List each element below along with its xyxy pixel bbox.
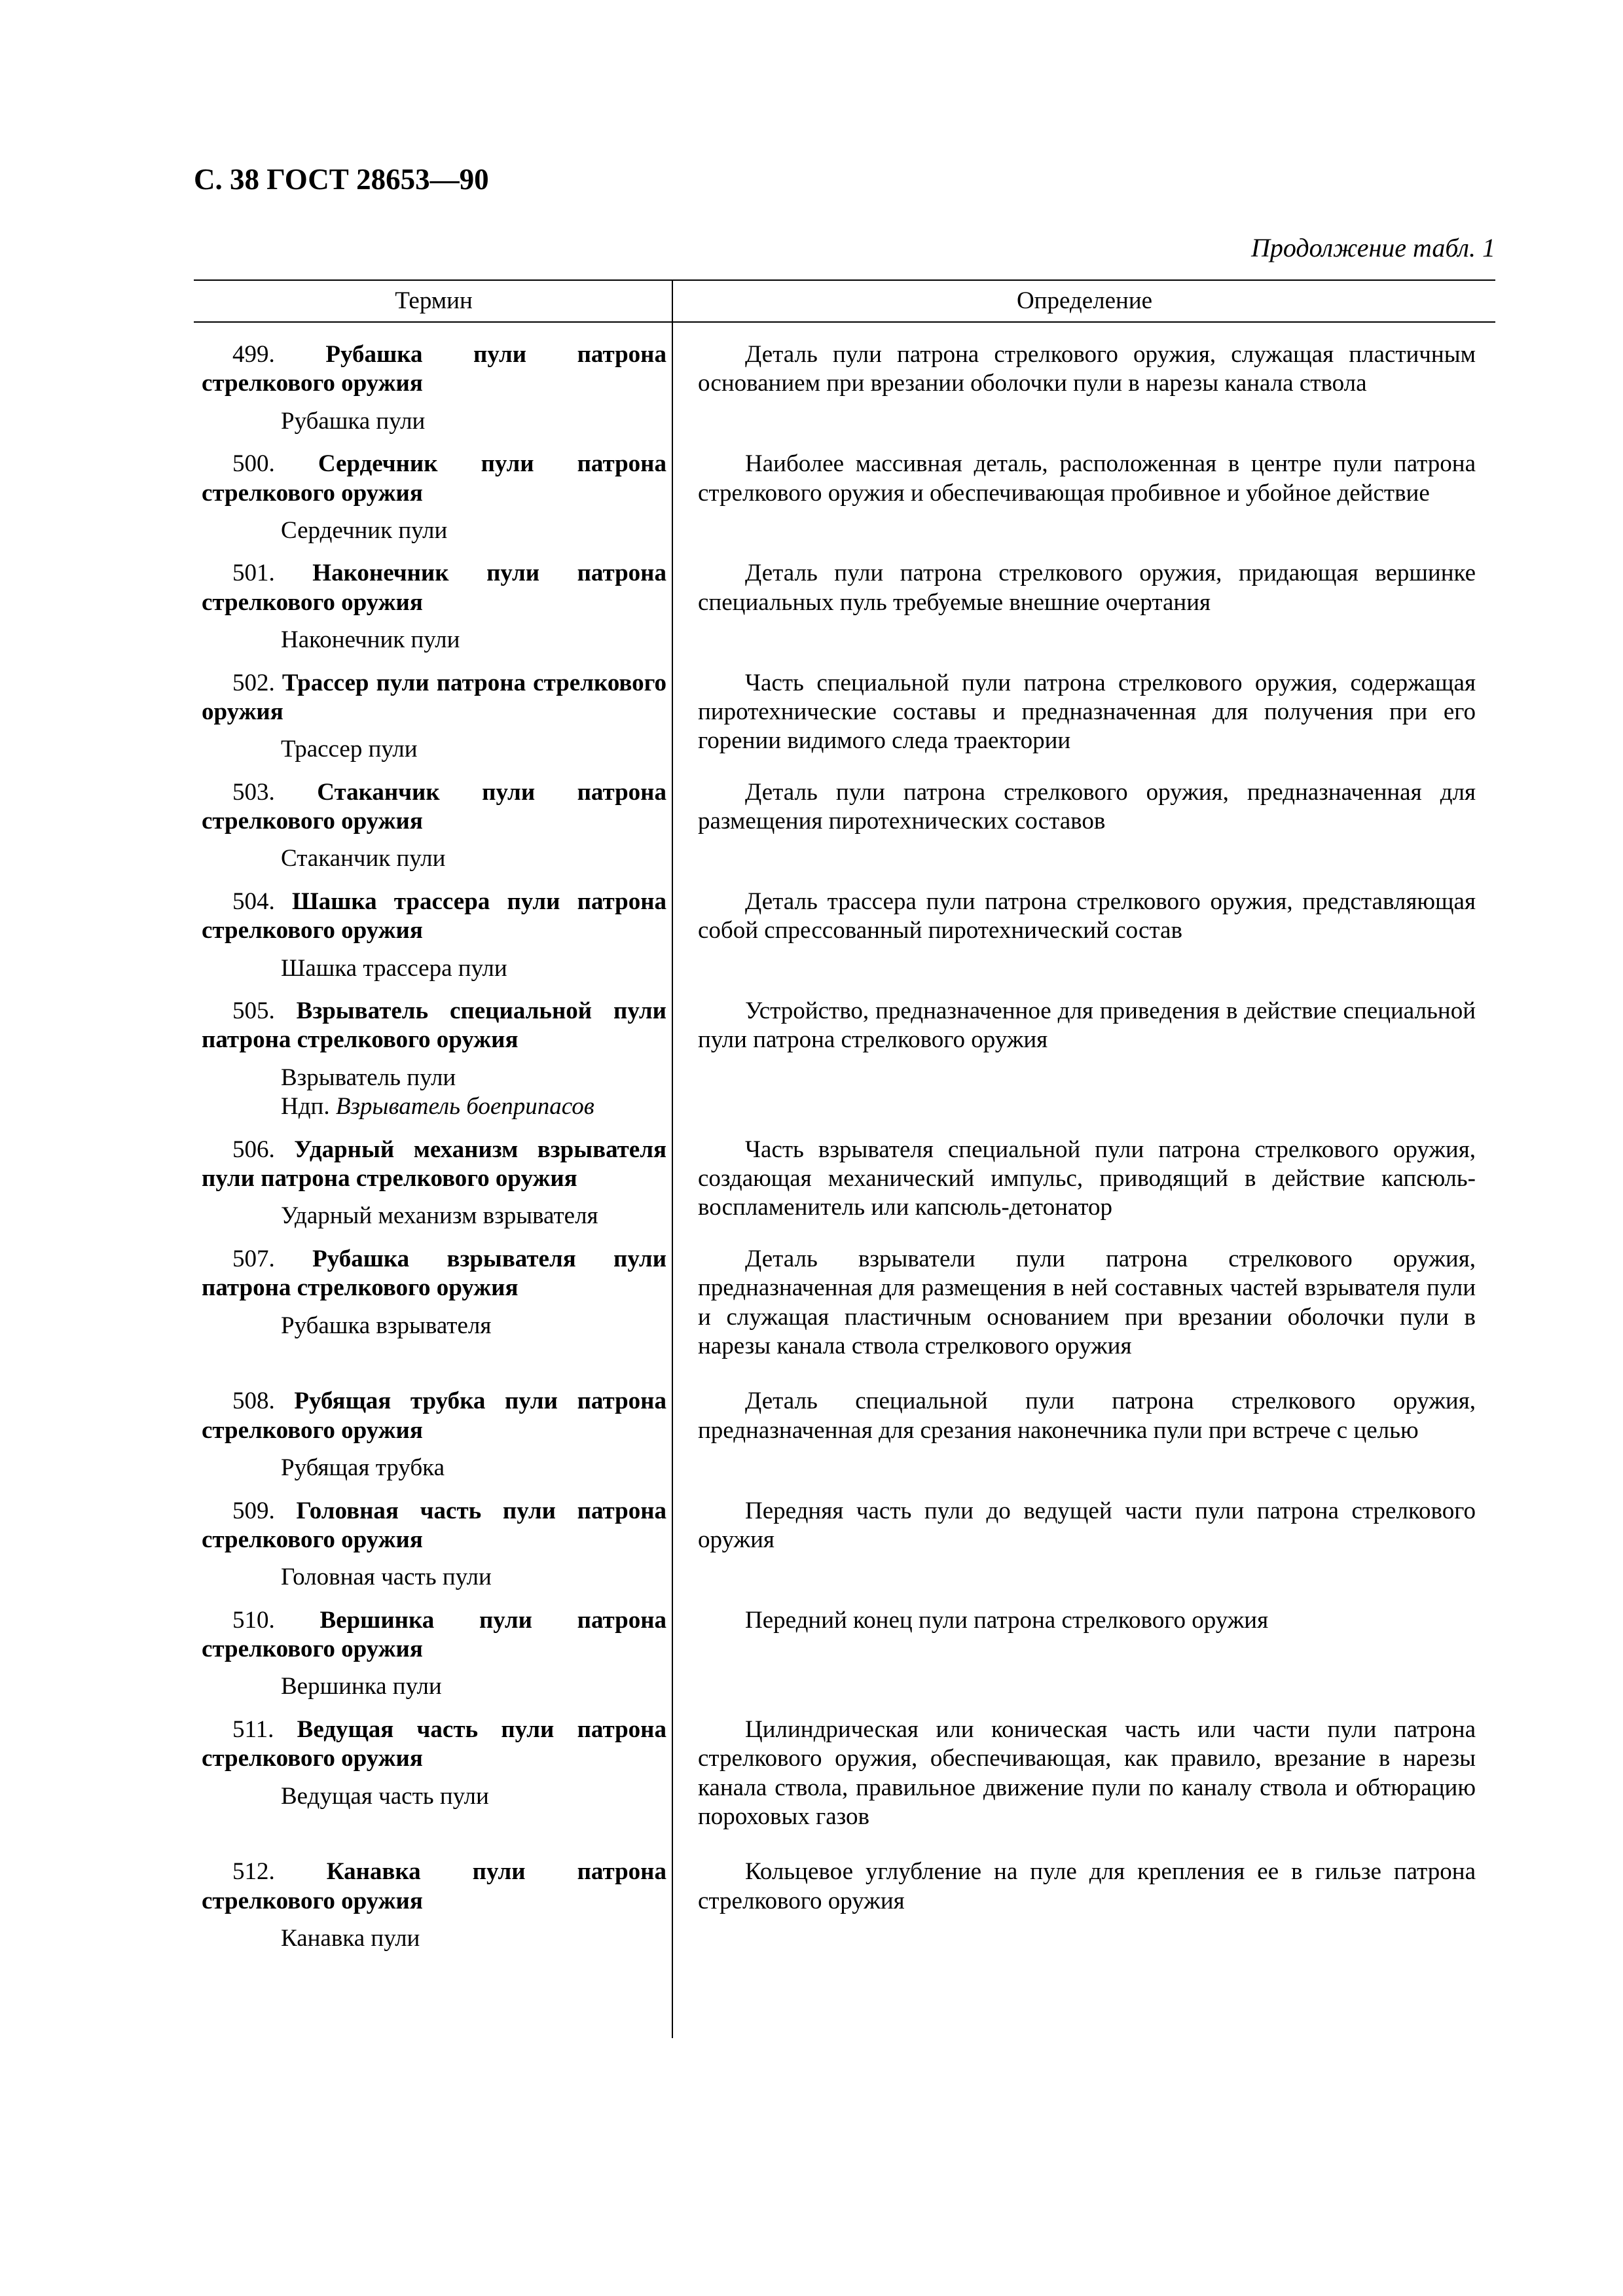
- term-name: Шашка трассера пули патрона стрелкового оружия: [202, 888, 667, 944]
- term-name: Взрыватель специальной пули патрона стрелкового оружия: [202, 997, 666, 1054]
- table-row: [194, 1245, 1495, 1361]
- term-name: Рубашка взрывателя пули патрона стрелкового оружия: [202, 1245, 667, 1302]
- definition-cell: [666, 997, 1495, 1122]
- page-header: С. 38 ГОСТ 28653—90: [194, 163, 489, 196]
- term-short-form: Рубящая трубка: [281, 1454, 445, 1482]
- term-number: 510.: [232, 1606, 275, 1634]
- term-number: 507.: [232, 1245, 275, 1272]
- term-cell: [194, 1245, 666, 1361]
- definition-text: Деталь пули патрона стрелкового оружия, придающая вершинке специальных пуль требуемые внешние очертания: [698, 560, 1476, 616]
- table-row: [194, 559, 1495, 655]
- term-number: 512.: [232, 1858, 275, 1886]
- definition-text: Деталь взрыватели пули патрона стрелкового оружия, предназначенная для размещения в ней составных частей взрывателя пули и служащая пластичным основанием при врезании оболочки пули в нарезы канала ствола стрелкового оружия: [698, 1245, 1476, 1359]
- term-name: Ударный механизм взрывателя пули патрона стрелкового оружия: [202, 1136, 666, 1192]
- term-short-form: Шашка трассера пули: [281, 954, 507, 982]
- definition-cell: [666, 1387, 1495, 1482]
- terms-table: [194, 279, 1495, 1954]
- definition-cell: [666, 1245, 1495, 1361]
- definition-cell: [666, 340, 1495, 436]
- table-row: [194, 888, 1495, 983]
- definition-cell: [666, 778, 1495, 874]
- term-number: 509.: [232, 1497, 275, 1524]
- term-short-form: Наконечник пули: [281, 626, 460, 654]
- definition-cell: [666, 1497, 1495, 1592]
- definition-text: Кольцевое углубление на пуле для крепления ее в гильзе патрона стрелкового оружия: [698, 1858, 1476, 1914]
- term-number: 511.: [232, 1715, 274, 1743]
- term-short-form: Канавка пули: [281, 1925, 420, 1952]
- term-cell: [194, 1136, 666, 1231]
- term-cell: [194, 1497, 666, 1592]
- definition-text: Цилиндрическая или коническая часть или части пули патрона стрелкового оружия, обеспечивающая, как правило, врезание в нарезы канала ствола, правильное движение пули по каналу ствола и обтюрацию пороховых газов: [698, 1715, 1476, 1831]
- term-cell: [194, 559, 666, 655]
- term-number: 499.: [232, 341, 275, 368]
- term-short-form: Рубашка взрывателя: [281, 1312, 492, 1339]
- definition-text: Устройство, предназначенное для приведения в действие специальной пули патрона стрелкового оружия: [698, 997, 1476, 1054]
- table-row: [194, 1136, 1495, 1231]
- table-row: [194, 1606, 1495, 1702]
- definition-text: Деталь трассера пули патрона стрелкового оружия, представляющая собой спрессованный пиротехнический состав: [698, 888, 1476, 944]
- term-name: Стаканчик пули патрона стрелкового оружия: [202, 778, 666, 835]
- definition-cell: [666, 559, 1495, 655]
- term-number: 502.: [232, 669, 275, 696]
- term-short-form: Ударный механизм взрывателя: [281, 1202, 598, 1230]
- term-entry: [202, 997, 666, 1055]
- definition-cell: [666, 1715, 1495, 1832]
- definition-text: Деталь пули патрона стрелкового оружия, предназначенная для размещения пиротехнических составов: [698, 778, 1476, 835]
- term-short-form: Взрыватель пули: [281, 1064, 456, 1091]
- term-entry: [202, 1606, 666, 1664]
- definition-cell: [666, 1136, 1495, 1231]
- term-short-form: Стаканчик пули: [281, 845, 446, 872]
- term-short-form: Рубашка пули: [281, 407, 426, 435]
- definition-cell: [666, 888, 1495, 983]
- term-cell: [194, 1387, 666, 1482]
- term-number: 501.: [232, 560, 275, 587]
- column-header-definition: Определение: [1016, 287, 1153, 314]
- term-number: 506.: [232, 1136, 275, 1163]
- table-row: [194, 450, 1495, 545]
- definition-cell: [666, 1606, 1495, 1702]
- term-name: Наконечник пули патрона стрелкового оружия: [202, 560, 666, 616]
- deprecated-term-text: Взрыватель боеприпасов: [335, 1093, 594, 1121]
- term-name: Головная часть пули патрона стрелкового оружия: [202, 1497, 667, 1553]
- term-entry: [202, 1857, 666, 1916]
- term-entry: [202, 559, 666, 617]
- term-entry: [202, 1497, 666, 1555]
- definition-cell: [666, 450, 1495, 545]
- table-header: [194, 281, 1495, 321]
- table-continuation-label: Продолжение табл. 1: [1250, 233, 1495, 262]
- term-entry: [202, 1715, 666, 1774]
- table-row: [194, 778, 1495, 874]
- term-cell: [194, 888, 666, 983]
- table-row: [194, 1387, 1495, 1482]
- term-short-form: Ведущая часть пули: [281, 1782, 489, 1810]
- table-header-rule: [194, 321, 1495, 323]
- column-header-term: Термин: [395, 287, 473, 314]
- term-name: Трассер пули патрона стрелкового оружия: [202, 669, 667, 725]
- term-short-form: Вершинка пули: [281, 1673, 442, 1700]
- table-row: [194, 340, 1495, 436]
- term-entry: [202, 1245, 666, 1303]
- definition-text: Часть специальной пули патрона стрелкового оружия, содержащая пиротехнические составы и предназначенная для получения при его горении видимого следа траектории: [698, 669, 1476, 755]
- term-number: 500.: [232, 450, 275, 478]
- deprecated-label: Ндп.: [281, 1093, 330, 1121]
- table-row: [194, 1857, 1495, 1953]
- table-row: [194, 1497, 1495, 1592]
- column-divider: [672, 279, 673, 2038]
- term-entry: [202, 778, 666, 836]
- term-number: 508.: [232, 1388, 275, 1415]
- term-name: Вершинка пули патрона стрелкового оружия: [202, 1606, 667, 1663]
- term-entry: [202, 340, 666, 399]
- definition-text: Часть взрывателя специальной пули патрона стрелкового оружия, создающая механический импульс, приводящий в действие капсюль-воспламенитель или капсюль-детонатор: [698, 1136, 1476, 1221]
- term-cell: [194, 1606, 666, 1702]
- term-name: Сердечник пули патрона стрелкового оружия: [202, 450, 666, 507]
- term-name: Канавка пули патрона стрелкового оружия: [202, 1858, 666, 1914]
- table-body: [194, 340, 1495, 1954]
- term-number: 504.: [232, 888, 275, 915]
- term-cell: [194, 450, 666, 545]
- definition-text: Деталь пули патрона стрелкового оружия, служащая пластичным основанием при врезании оболочки пули в нарезы канала ствола: [698, 341, 1476, 397]
- deprecated-term: [202, 1092, 666, 1121]
- term-cell: [194, 340, 666, 436]
- term-name: Рубашка пули патрона стрелкового оружия: [202, 341, 666, 397]
- definition-text: Наиболее массивная деталь, расположенная в центре пули патрона стрелкового оружия и обеспечивающая пробивное и убойное действие: [698, 450, 1476, 507]
- table-row: [194, 1715, 1495, 1832]
- term-cell: [194, 997, 666, 1122]
- term-entry: [202, 450, 666, 508]
- term-cell: [194, 778, 666, 874]
- definition-cell: [666, 669, 1495, 764]
- term-cell: [194, 1715, 666, 1832]
- term-number: 505.: [232, 997, 275, 1025]
- table-row: [194, 669, 1495, 764]
- definition-text: Деталь специальной пули патрона стрелкового оружия, предназначенная для срезания наконечника пули при встрече с целью: [698, 1388, 1476, 1444]
- term-name: Рубящая трубка пули патрона стрелкового оружия: [202, 1388, 666, 1444]
- term-short-form: Трассер пули: [281, 736, 418, 763]
- term-number: 503.: [232, 778, 275, 806]
- term-entry: [202, 669, 666, 727]
- term-cell: [194, 1857, 666, 1953]
- definition-text: Передний конец пули патрона стрелкового оружия: [745, 1606, 1269, 1634]
- term-name: Ведущая часть пули патрона стрелкового оружия: [202, 1715, 666, 1772]
- definition-cell: [666, 1857, 1495, 1953]
- term-entry: [202, 888, 666, 946]
- term-entry: [202, 1387, 666, 1445]
- term-entry: [202, 1136, 666, 1194]
- table-row: [194, 997, 1495, 1122]
- term-cell: [194, 669, 666, 764]
- term-short-form: Головная часть пули: [281, 1564, 492, 1591]
- definition-text: Передняя часть пули до ведущей части пули патрона стрелкового оружия: [698, 1497, 1476, 1553]
- term-short-form: Сердечник пули: [281, 516, 448, 544]
